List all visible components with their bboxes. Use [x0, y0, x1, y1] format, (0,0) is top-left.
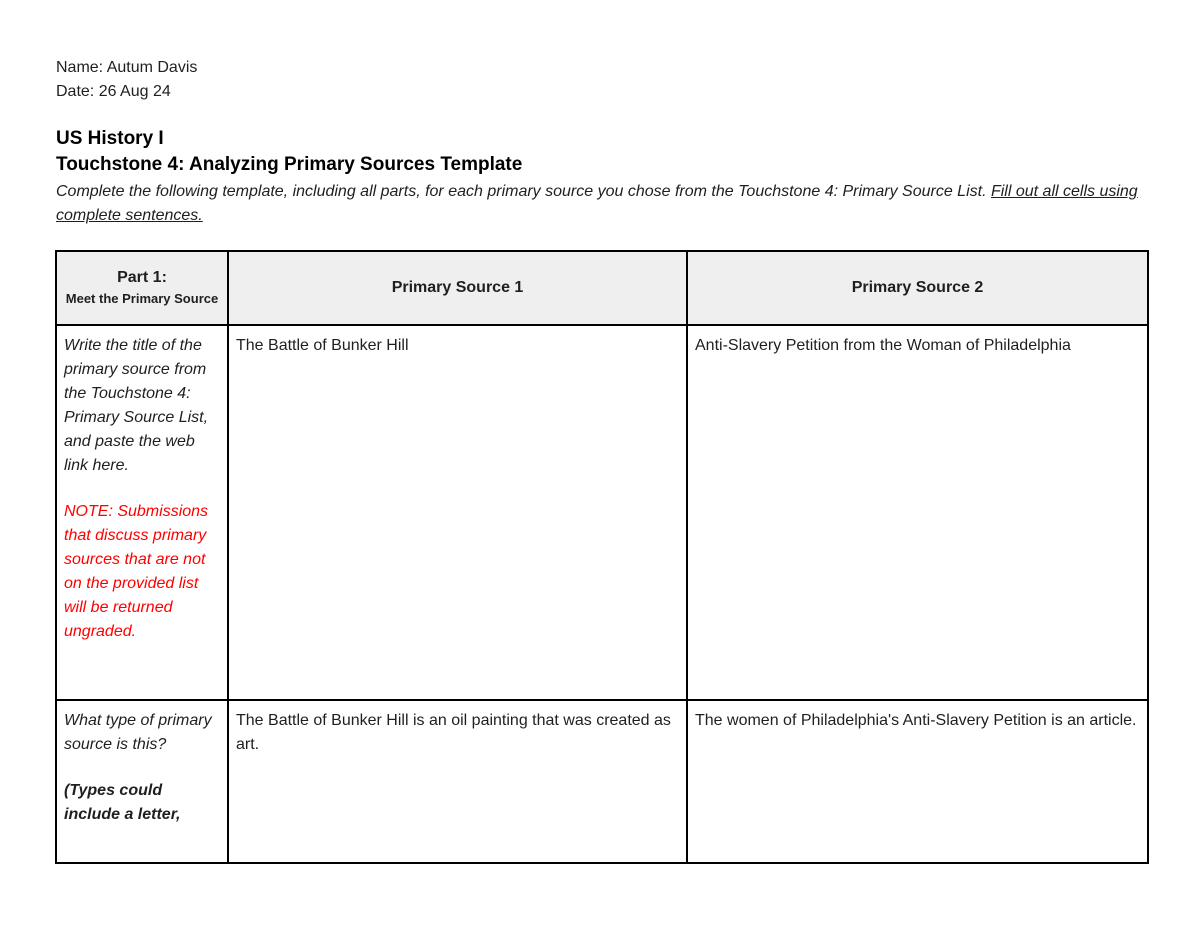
prompt-cell: [56, 700, 228, 863]
course-heading: [56, 126, 522, 178]
source-2-cell[interactable]: The women of Philadelphia's Anti-Slavery Petition is an article.: [687, 700, 1148, 863]
types-hint: (Types could include a letter,: [64, 782, 181, 823]
table-row: [56, 700, 1148, 863]
source-1-cell[interactable]: The Battle of Bunker Hill is an oil painting that was created as art.: [228, 700, 687, 863]
prompt-text: What type of primary source is this?: [64, 712, 212, 753]
student-info: [56, 56, 197, 104]
assignment-title: Touchstone 4: Analyzing Primary Sources Template: [56, 154, 523, 175]
instructions: [56, 180, 1156, 228]
instructions-underlined: Fill out all cells using complete sentences.: [56, 183, 1138, 224]
warning-note: NOTE: Submissions that discuss primary sources that are not on the provided list will be returned ungraded.: [64, 503, 209, 640]
prompt-cell: [56, 325, 228, 700]
template-table: [55, 250, 1149, 864]
student-name: Name: Autum Davis: [56, 59, 198, 76]
source-1-cell[interactable]: The Battle of Bunker Hill: [228, 325, 687, 700]
assignment-date: Date: 26 Aug 24: [56, 83, 171, 100]
source-2-cell[interactable]: Anti-Slavery Petition from the Woman of Philadelphia: [687, 325, 1148, 700]
column-header-source-2: Primary Source 2: [687, 251, 1148, 325]
table-header-row: [56, 251, 1148, 325]
column-header-source-1: Primary Source 1: [228, 251, 687, 325]
course-title: US History I: [56, 128, 164, 149]
prompt-text: Write the title of the primary source from the Touchstone 4: Primary Source List, and paste the web link here.: [64, 337, 209, 474]
instructions-text: Complete the following template, including all parts, for each primary source you chose from the Touchstone 4: Primary Source List.: [56, 183, 991, 200]
part-title: Part 1:: [117, 268, 167, 286]
part-subtitle: Meet the Primary Source: [65, 290, 219, 306]
part-header-cell: [56, 251, 228, 325]
table-row: [56, 325, 1148, 700]
